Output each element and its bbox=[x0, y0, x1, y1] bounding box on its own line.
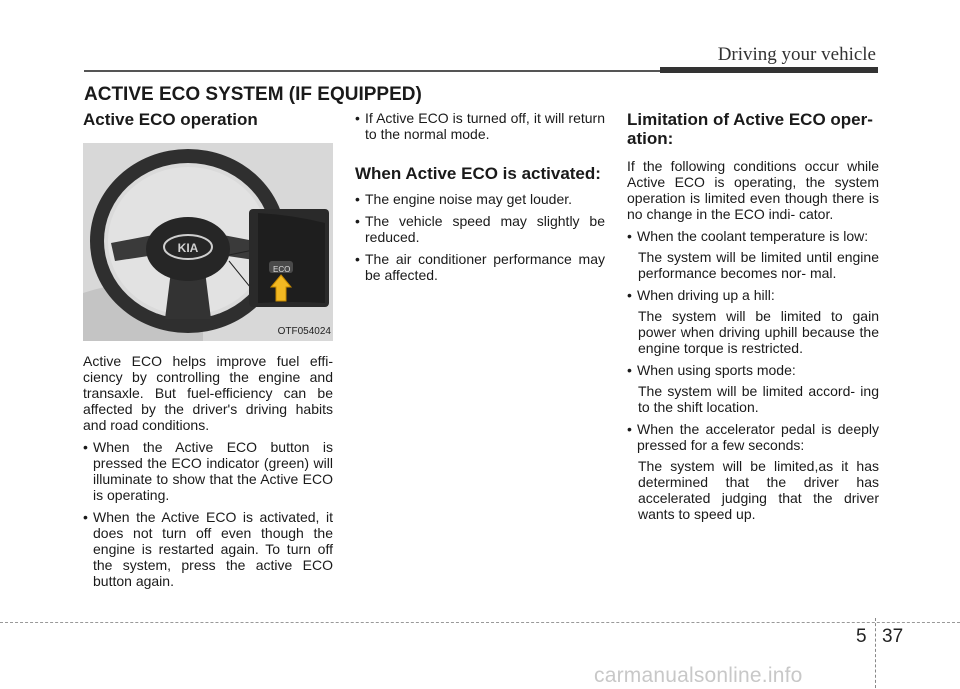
list-item: • When the accelerator pedal is deeply pressed for a few seconds: bbox=[627, 421, 879, 453]
page-number-divider bbox=[875, 618, 877, 688]
list-item: • The air conditioner performance may be affected. bbox=[355, 251, 605, 283]
list-item-text: The air conditioner performance may be affected. bbox=[365, 251, 605, 283]
header-rule bbox=[84, 70, 664, 72]
header-rule-accent bbox=[660, 67, 878, 73]
svg-text:KIA: KIA bbox=[177, 241, 199, 255]
list-item-text: The engine noise may get louder. bbox=[365, 191, 573, 207]
list-item-detail: The system will be limited to gain power when driving uphill because the engine torque is restricted. bbox=[638, 308, 879, 356]
column-3 bbox=[627, 110, 879, 522]
eco-button-text: ECO bbox=[273, 265, 291, 274]
heading-limitation: Limitation of Active ECO oper- ation: bbox=[627, 110, 873, 148]
bullet-list bbox=[355, 191, 605, 283]
list-item-detail: The system will be limited,as it has determined that the driver has accelerated judging that the driver wants to speed up. bbox=[638, 458, 879, 522]
column-2 bbox=[355, 110, 605, 283]
list-item-text: When the coolant temperature is low: bbox=[637, 228, 869, 244]
list-item-detail: The system will be limited accord- ing to the shift location. bbox=[638, 383, 879, 415]
list-item: • The engine noise may get louder. bbox=[355, 191, 573, 207]
heading-active-eco-operation: Active ECO operation bbox=[83, 110, 258, 129]
list-item-text: If Active ECO is turned off, it will return to the normal mode. bbox=[365, 110, 605, 142]
chapter-number: 5 bbox=[856, 626, 867, 647]
list-item: • When the Active ECO button is pressed the ECO indicator (green) will illuminate to show that the Active ECO is operating. bbox=[83, 439, 333, 503]
watermark: carmanualsonline.info bbox=[594, 664, 803, 687]
list-item-text: When driving up a hill: bbox=[637, 287, 775, 303]
footer-rule bbox=[0, 622, 960, 623]
heading-when-activated: When Active ECO is activated: bbox=[355, 164, 601, 183]
list-item-text: When using sports mode: bbox=[637, 362, 796, 378]
figure-label: OTF054024 bbox=[277, 326, 331, 337]
list-item: • The vehicle speed may slightly be reduced. bbox=[355, 213, 605, 245]
list-item: • If Active ECO is turned off, it will return to the normal mode. bbox=[355, 110, 605, 142]
bullet-list bbox=[627, 362, 879, 378]
bullet-list bbox=[355, 110, 605, 142]
list-item-text: When the Active ECO is activated, it does not turn off even though the engine is restarted again. To turn off the system, press the active ECO button again. bbox=[93, 509, 333, 589]
column-1 bbox=[83, 110, 333, 589]
bullet-list bbox=[627, 421, 879, 453]
list-item-text: When the accelerator pedal is deeply pressed for a few seconds: bbox=[637, 421, 879, 453]
list-item: • When the Active ECO is activated, it does not turn off even though the engine is restarted again. To turn off the system, press the active ECO button again. bbox=[83, 509, 333, 589]
section-title: ACTIVE ECO SYSTEM (IF EQUIPPED) bbox=[84, 84, 422, 105]
steering-wheel-figure bbox=[83, 143, 333, 341]
limitation-intro: If the following conditions occur while Active ECO is operating, the system operation is limited even though there is no change in the ECO indi- cator. bbox=[627, 158, 879, 222]
list-item: • When the coolant temperature is low: bbox=[627, 228, 869, 244]
list-item: • When using sports mode: bbox=[627, 362, 796, 378]
list-item-detail: The system will be limited until engine performance becomes nor- mal. bbox=[638, 249, 879, 281]
page-number: 37 bbox=[882, 626, 904, 647]
bullet-list bbox=[83, 439, 333, 589]
bullet-list bbox=[627, 287, 879, 303]
bullet-list bbox=[627, 228, 879, 244]
list-item: • When driving up a hill: bbox=[627, 287, 775, 303]
steering-wheel-illustration bbox=[83, 143, 333, 341]
running-header: Driving your vehicle bbox=[717, 44, 876, 65]
list-item-text: The vehicle speed may slightly be reduced. bbox=[365, 213, 605, 245]
intro-paragraph: Active ECO helps improve fuel effi- ciency by controlling the engine and transaxle. But fuel-efficiency can be affected by the driver's driving habits and road conditions. bbox=[83, 353, 333, 433]
list-item-text: When the Active ECO button is pressed the ECO indicator (green) will illuminate to show that the Active ECO is operating. bbox=[93, 439, 333, 503]
